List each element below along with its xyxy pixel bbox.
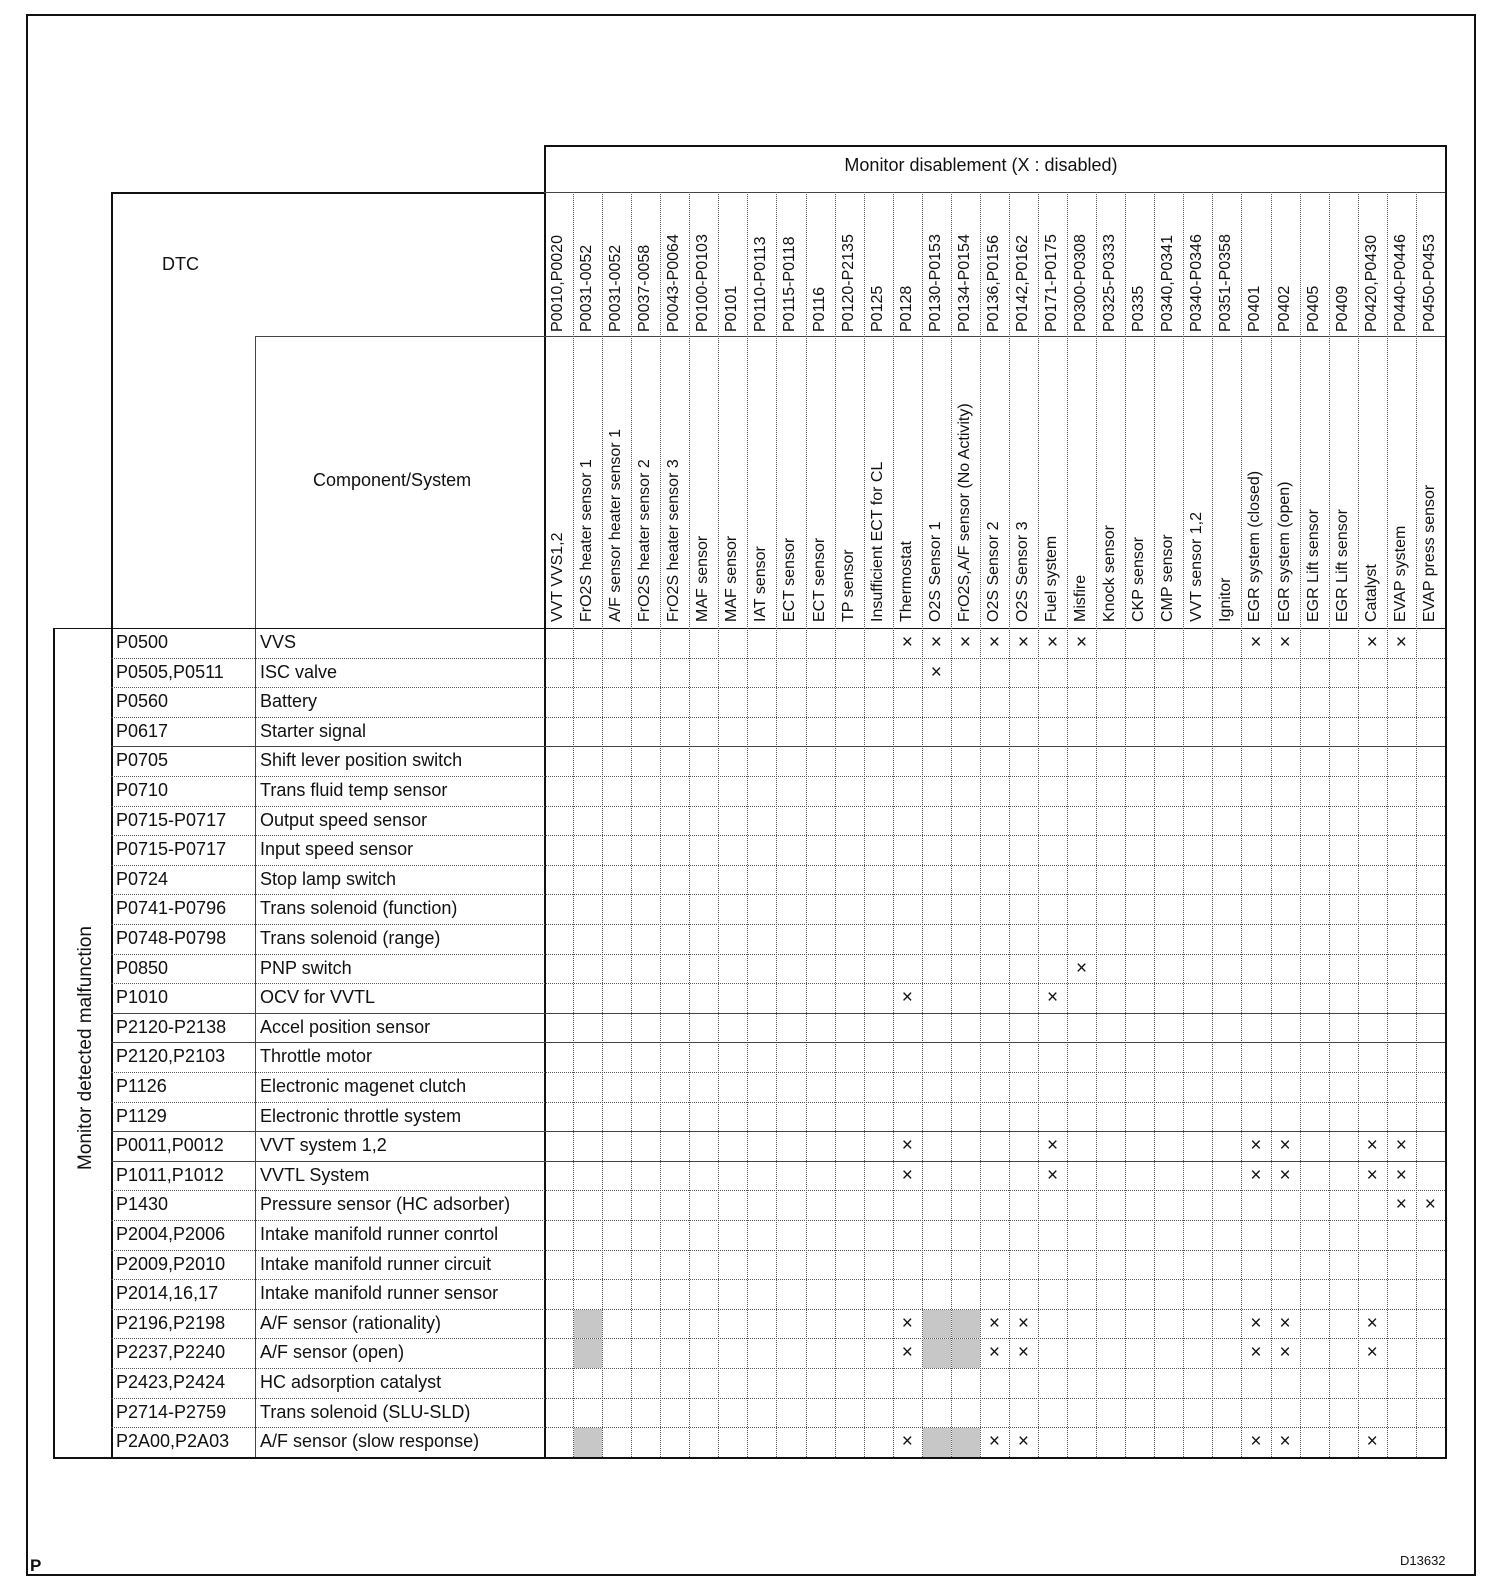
column-component-name: EGR system (closed) [1246,470,1264,622]
disabled-mark: × [1366,632,1378,653]
dtc-header-label: DTC [162,254,199,274]
disabled-mark: × [1017,1312,1030,1334]
shaded-cell [923,1339,951,1368]
disabled-mark: × [1279,1312,1291,1334]
disabled-mark: × [1366,1312,1378,1334]
column-component-name: VVT sensor 1,2 [1188,512,1206,622]
column-separator [980,192,982,1457]
column-component-name: CMP sensor [1159,534,1177,622]
column-component-name: FrO2S heater sensor 1 [578,459,596,622]
row-component-name: Output speed sensor [260,809,428,830]
disabled-mark: × [1279,632,1291,653]
column-separator [1241,192,1243,1457]
shaded-cell [952,1339,980,1368]
disabled-mark: × [930,632,942,653]
row-component-name: Throttle motor [260,1046,373,1067]
row-dtc-code: P0705 [116,750,169,771]
row-component-name: Electronic magenet clutch [260,1076,467,1096]
disabled-mark: × [1250,1135,1262,1157]
disabled-mark: × [901,1135,913,1157]
row-separator [111,1338,1445,1340]
row-separator [111,835,1445,837]
column-separator [660,192,662,1457]
column-component-name: TP sensor [839,549,857,622]
row-dtc-code: P2A00,P2A03 [116,1431,230,1452]
shaded-cell [923,1428,951,1457]
column-separator [1329,192,1331,1457]
disabled-mark: × [1395,632,1407,653]
column-component-name: EVAP system [1391,525,1409,622]
row-separator [111,1102,1445,1104]
row-dtc-code: P0724 [116,868,169,889]
column-separator [1183,192,1185,1457]
row-separator [111,806,1445,808]
disabled-mark: × [1017,1342,1030,1364]
row-separator [111,865,1445,867]
row-component-name: OCV for VVTL [260,987,376,1008]
disabled-mark: × [901,1342,913,1364]
shaded-cell [574,1310,602,1339]
row-component-name: Shift lever position switch [260,750,463,771]
row-component-name: Electronic throttle system [260,1105,462,1126]
row-separator [111,1398,1445,1400]
disabled-mark: × [901,987,913,1009]
column-component-name: EGR Lift sensor [1333,509,1351,622]
column-dtc-code: P0401 [1246,285,1264,332]
disabled-mark: × [1279,1135,1291,1157]
column-dtc-code: P0116 [810,286,828,332]
column-dtc-code: P0300-P0308 [1072,234,1090,332]
disabled-mark: × [901,632,913,653]
row-dtc-code: P0710 [116,780,169,800]
row-separator [111,1072,1445,1074]
row-dtc-code: P0715-P0717 [116,809,227,830]
row-component-name: VVS [260,632,297,652]
row-separator [111,983,1445,985]
row-dtc-code: P0715-P0717 [116,839,227,860]
column-separator [1300,192,1302,1457]
row-dtc-code: P1129 [116,1105,167,1126]
row-separator [111,924,1445,926]
row-separator [111,687,1445,689]
column-dtc-code: P0335 [1130,285,1148,332]
column-separator [602,192,604,1457]
disabled-mark: × [1046,632,1059,653]
disabled-mark: × [1046,1135,1059,1157]
column-dtc-code: P0171-P0175 [1043,234,1061,332]
column-separator [1154,192,1156,1457]
column-component-name: CKP sensor [1130,536,1148,622]
column-dtc-code: P0010,P0020 [549,235,566,332]
row-separator [111,954,1445,956]
column-separator [1387,192,1389,1457]
row-dtc-code: P1010 [116,987,169,1008]
row-component-name: Accel position sensor [260,1016,431,1037]
row-dtc-code: P1430 [116,1194,169,1215]
disabled-mark: × [1279,1342,1291,1364]
disabled-mark: × [1250,1342,1262,1364]
disabled-mark: × [959,632,971,653]
column-separator [893,192,895,1457]
column-dtc-code: P0405 [1304,285,1322,332]
side-label: Monitor detected malfunction [75,926,96,1170]
row-dtc-code: P0560 [116,691,169,712]
column-component-name: FrO2S,A/F sensor (No Activity) [955,403,973,622]
column-dtc-code: P0120-P2135 [839,234,857,332]
row-separator [111,1161,1445,1162]
column-separator [864,192,866,1457]
row-component-name: A/F sensor (slow response) [260,1431,480,1452]
disabled-mark: × [988,1312,1000,1334]
row-component-name: Trans solenoid (range) [260,928,441,948]
column-separator [1212,192,1214,1457]
disabled-mark: × [1076,632,1088,653]
row-component-name: Intake manifold runner circuit [260,1253,492,1274]
shaded-cell [574,1428,602,1457]
table-right-edge [1445,145,1447,1457]
disabled-mark: × [1250,1164,1262,1186]
column-component-name: Thermostat [897,541,915,622]
row-component-name: ISC valve [260,661,338,682]
row-component-name: VVTL System [260,1164,370,1185]
row-component-name: A/F sensor (rationality) [260,1312,442,1333]
column-separator [1358,192,1360,1457]
row-separator [111,1427,1445,1429]
column-separator [689,192,691,1457]
row-component-name: Intake manifold runner conrtol [260,1224,499,1244]
row-dtc-code: P0617 [116,720,169,741]
column-component-name: IAT sensor [752,546,770,622]
disabled-mark: × [1076,957,1088,979]
row-component-name: HC adsorption catalyst [260,1372,442,1392]
row-component-name: Pressure sensor (HC adsorber) [260,1194,511,1215]
row-dtc-code: P2714-P2759 [116,1401,227,1422]
column-component-name: ECT sensor [781,537,799,622]
column-component-name: O2S Sensor 3 [1013,521,1031,622]
disabled-mark: × [1046,1164,1059,1186]
row-dtc-code: P1011,P1012 [116,1164,224,1185]
column-component-name: EVAP press sensor [1420,484,1438,622]
row-separator [111,1279,1445,1281]
disabled-mark: × [1279,1164,1291,1186]
row-component-name: Trans fluid temp sensor [260,780,448,800]
row-dtc-code: P0741-P0796 [116,898,227,919]
column-dtc-code: P0136,P0156 [984,235,1002,332]
column-dtc-code: P0325-P0333 [1101,234,1119,332]
column-dtc-code: P0115-P0118 [781,236,799,332]
column-dtc-code: P0101 [723,285,741,332]
component-header-top [255,336,544,337]
disabled-mark: × [1279,1431,1291,1453]
column-separator [747,192,749,1457]
column-component-name: EGR Lift sensor [1304,509,1322,622]
row-separator [111,746,1445,747]
column-dtc-code: P0130-P0153 [926,234,944,332]
column-component-name: Catalyst [1362,564,1380,622]
disabled-mark: × [1366,1135,1378,1157]
dtc-left-edge [111,192,113,1457]
column-component-name: Fuel system [1043,535,1061,622]
row-component-name: VVT system 1,2 [260,1135,387,1156]
disabled-mark: × [988,632,1000,653]
table-bottom [53,1457,1447,1459]
row-component-name: Starter signal [260,720,367,741]
row-separator [111,658,1445,660]
column-component-name: VVT VVS1,2 [549,532,566,622]
monitor-header-bottom [544,192,1445,193]
column-component-name: ECT sensor [810,537,828,622]
row-dtc-code: P0500 [116,632,169,652]
column-separator [806,192,808,1457]
column-separator [1009,192,1011,1457]
row-dtc-code: P0850 [116,957,169,978]
row-dtc-code: P0505,P0511 [116,661,224,682]
column-separator [1271,192,1273,1457]
column-separator [1416,192,1418,1457]
column-dtc-code: P0037-0058 [636,244,654,332]
column-dtc-code: P0351-P0358 [1217,234,1235,332]
column-dtc-code: P0402 [1275,285,1293,332]
column-dtc-code: P0031-0052 [578,244,596,332]
disabled-mark: × [1424,1194,1436,1216]
column-separator [776,192,778,1457]
row-component-name: Trans solenoid (SLU-SLD) [260,1401,471,1422]
disabled-mark: × [1366,1164,1378,1186]
row-dtc-code: P2004,P2006 [116,1224,226,1244]
column-dtc-code: P0110-P0113 [752,236,770,332]
disabled-mark: × [1250,632,1262,653]
column-component-name: A/F sensor heater sensor 1 [607,429,625,622]
dtc-header-top [111,192,544,194]
disabled-mark: × [901,1164,913,1186]
shaded-cell [923,1310,951,1339]
side-left-edge [53,628,55,1457]
column-separator [951,192,953,1457]
row-separator [111,1368,1445,1370]
row-dtc-code: P2120-P2138 [116,1016,227,1037]
column-component-name: FrO2S heater sensor 3 [665,459,683,622]
row-separator [111,1309,1445,1311]
monitor-header-top [544,145,1445,147]
row-separator [111,717,1445,719]
column-dtc-code: P0340-P0346 [1188,234,1206,332]
column-component-name: Insufficient ECT for CL [868,461,886,622]
row-dtc-code: P2196,P2198 [116,1312,226,1333]
disabled-mark: × [1250,1312,1262,1334]
page-letter: P [30,1556,42,1575]
row-component-name: Stop lamp switch [260,868,397,889]
column-dtc-code: P0450-P0453 [1420,234,1438,332]
row-dtc-code: P0011,P0012 [116,1135,224,1156]
column-component-name: MAF sensor [694,535,712,622]
disabled-mark: × [1395,1164,1407,1186]
disabled-mark: × [988,1342,1000,1364]
row-separator [111,1250,1445,1252]
component-left-edge [255,336,256,1457]
disabled-mark: × [988,1431,1000,1453]
shaded-cell [952,1428,980,1457]
column-header-divider [544,336,1445,337]
column-dtc-code: P0100-P0103 [694,234,712,332]
shaded-cell [952,1310,980,1339]
column-separator [631,192,633,1457]
row-dtc-code: P2009,P2010 [116,1253,226,1274]
column-dtc-code: P0340,P0341 [1159,235,1177,332]
column-component-name: Ignitor [1217,577,1235,622]
row-dtc-code: P2237,P2240 [116,1342,226,1363]
column-dtc-code: P0031-0052 [607,244,625,332]
row-separator [111,894,1445,896]
column-component-name: FrO2S heater sensor 2 [636,459,654,622]
row-separator [111,776,1445,778]
column-component-name: O2S Sensor 2 [984,521,1002,622]
row-separator [111,1190,1445,1192]
row-component-name: A/F sensor (open) [260,1342,405,1363]
column-separator [922,192,924,1457]
column-dtc-code: P0128 [897,285,915,332]
disabled-mark: × [1366,1431,1378,1453]
row-component-name: Intake manifold runner sensor [260,1283,499,1304]
row-separator [111,1013,1445,1014]
row-separator [111,1131,1445,1132]
row-separator [111,1042,1445,1043]
column-dtc-code: P0420,P0430 [1362,235,1380,332]
column-separator [1067,192,1069,1457]
grid-left-edge [544,145,546,1457]
row-component-name: Input speed sensor [260,839,414,860]
row-dtc-code: P2423,P2424 [116,1372,226,1392]
disabled-mark: × [1395,1135,1407,1157]
disabled-mark: × [901,1312,913,1334]
disabled-mark: × [930,661,942,683]
row-dtc-code: P2014,16,17 [116,1283,219,1304]
column-separator [835,192,837,1457]
row-component-name: Trans solenoid (function) [260,898,458,919]
row-separator [111,1220,1445,1222]
column-separator [718,192,720,1457]
disabled-mark: × [1017,1431,1030,1453]
row-component-name: Battery [260,691,318,712]
shaded-cell [574,1339,602,1368]
column-component-name: EGR system (open) [1275,481,1293,622]
column-component-name: Knock sensor [1101,525,1119,622]
column-dtc-code: P0043-P0064 [665,234,683,332]
row-dtc-code: P1126 [116,1076,167,1096]
row-dtc-code: P0748-P0798 [116,928,227,948]
component-header-label: Component/System [313,470,472,490]
disabled-mark: × [1366,1342,1378,1364]
column-dtc-code: P0134-P0154 [955,234,973,332]
column-dtc-code: P0125 [868,285,886,332]
column-separator [1125,192,1127,1457]
column-dtc-code: P0440-P0446 [1391,234,1409,332]
disabled-mark: × [901,1431,913,1453]
column-dtc-code: P0409 [1333,285,1351,332]
column-component-name: O2S Sensor 1 [926,521,944,622]
figure-code: D13632 [1400,1553,1446,1568]
row-component-name: PNP switch [260,957,352,978]
disabled-mark: × [1395,1194,1407,1216]
monitor-disablement-title: Monitor disablement (X : disabled) [844,155,1118,175]
column-separator [1038,192,1040,1457]
disabled-mark: × [1017,632,1030,653]
disabled-mark: × [1046,987,1059,1009]
column-dtc-code: P0142,P0162 [1013,235,1031,332]
disabled-mark: × [1250,1431,1262,1453]
column-separator [1096,192,1098,1457]
column-component-name: Misfire [1072,574,1090,622]
row-dtc-code: P2120,P2103 [116,1046,226,1067]
column-component-name: MAF sensor [723,535,741,622]
column-separator [573,192,575,1457]
